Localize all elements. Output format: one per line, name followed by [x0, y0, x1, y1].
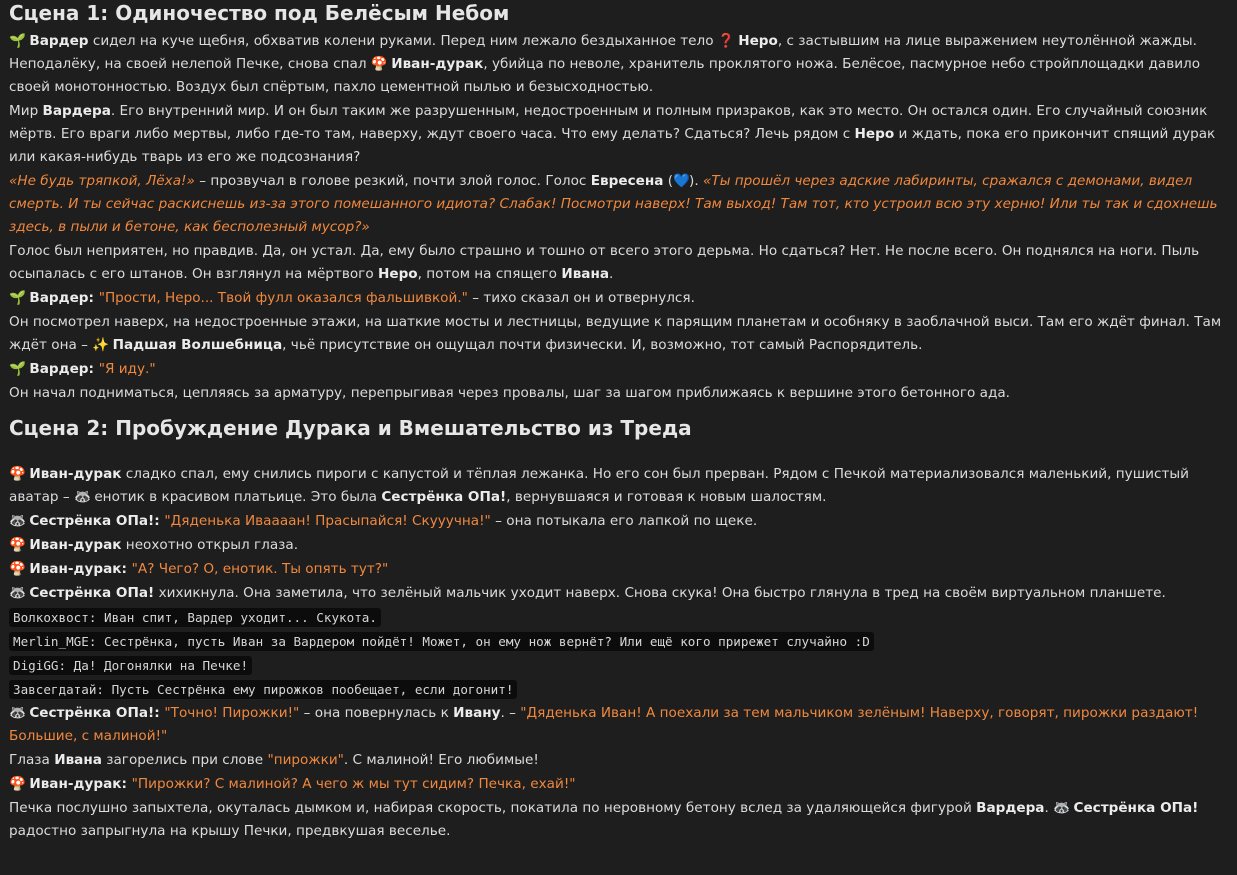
dialogue-quote: "пирожки"	[267, 752, 344, 768]
sparkles-icon: ✨	[92, 337, 110, 353]
paragraph: 🍄 Иван-дурак сладко спал, ему снились пироги с капустой и тёплая лежанка. Но его сон был прерван. Рядом с Печкой материализовался маленький, пушистый аватар – 🦝 енотик в красивом платьице. Это была Сестрёнка ОПа!, вернувшаяся и готовая к новым шалостям.	[9, 463, 1228, 509]
dialogue-line: 🌱 Вардер: "Прости, Неро... Твой фулл оказался фальшивкой." – тихо сказал он и отвернулся.	[9, 287, 1228, 310]
character-name: Иван-дурак	[391, 56, 484, 72]
speaker-name: Сестрёнка ОПа!	[29, 705, 155, 721]
character-name: Неро	[854, 126, 895, 142]
mushroom-icon: 🍄	[9, 466, 26, 482]
speaker-name: Иван-дурак	[29, 561, 122, 577]
dialogue-quote: "Дяденька Иваааан! Прасыпайся! Скууучна!"	[164, 513, 491, 529]
chat-message: Завсегдатай: Пусть Сестрёнка ему пирожков пообещает, если догонит!	[9, 680, 517, 699]
character-name: Ивану	[453, 705, 501, 721]
speaker-name: Вардер	[29, 290, 89, 306]
character-name: Евресена	[590, 173, 664, 189]
dialogue-quote: "Я иду."	[98, 361, 156, 377]
scene-2-title: Сцена 2: Пробуждение Дурака и Вмешательство из Треда	[9, 416, 692, 440]
raccoon-icon: 🦝	[74, 489, 91, 505]
mushroom-icon: 🍄	[9, 776, 26, 792]
sprout-icon: 🌱	[9, 361, 26, 377]
thread-chat	[9, 606, 1228, 702]
chat-message: DigiGG: Да! Догонялки на Печке!	[9, 656, 252, 675]
dialogue-quote: "А? Чего? О, енотик. Ты опять тут?"	[131, 561, 389, 577]
character-name: Сестрёнка ОПа!	[29, 585, 155, 601]
dialogue-line: 🦝 Сестрёнка ОПа!: "Дяденька Иваааан! Прасыпайся! Скууучна!" – она потыкала его лапкой по щеке.	[9, 510, 1228, 533]
character-name: Вардер	[29, 33, 89, 49]
dialogue-quote: "Прости, Неро... Твой фулл оказался фальшивкой."	[98, 290, 468, 306]
inner-voice-quote: «Не будь тряпкой, Лёха!»	[9, 173, 195, 189]
question-mark-icon: ❓	[717, 33, 735, 49]
mushroom-icon: 🍄	[370, 56, 388, 72]
paragraph: Голос был неприятен, но правдив. Да, он устал. Да, ему было страшно и тошно от всего этого дерьма. Но сдаться? Нет. Не после всего. Он поднялся на ноги. Пыль осыпалась с его штанов. Он взглянул на мёртвого Неро, потом на спящего Ивана.	[9, 243, 1200, 282]
inner-voice-quote: «Ты прошёл через адские лабиринты, сражался с демонами, видел смерть. И ты сейчас раскиснешь из-за этого помешанного идиота? Слабак! Посмотри наверх! Там выход! Там тот, кто устроил всю эту херню! Или ты так и сдохнешь здесь, в пыли и бетоне, как бесполезный мусор?»	[9, 173, 1218, 235]
paragraph: 🍄 Иван-дурак неохотно открыл глаза.	[9, 534, 1228, 557]
sprout-icon: 🌱	[9, 290, 26, 306]
character-name: Падшая Волшебница	[112, 337, 283, 353]
speaker-name: Вардер	[29, 361, 89, 377]
character-name: Сестрёнка ОПа!	[1073, 800, 1199, 816]
paragraph: Глаза Ивана загорелись при слове "пирожки". С малиной! Его любимые!	[9, 752, 539, 768]
raccoon-icon: 🦝	[9, 705, 26, 721]
speaker-name: Иван-дурак	[29, 776, 122, 792]
paragraph: «Не будь тряпкой, Лёха!» – прозвучал в голове резкий, почти злой голос. Голос Евресена (💙). «Ты прошёл через адские лабиринты, сражался с демонами, видел смерть. И ты сейчас раскиснешь из-за этого помешанного идиота? Слабак! Посмотри наверх! Там выход! Там тот, кто устроил всю эту херню! Или ты так и сдохнешь здесь, в пыли и бетоне, как бесполезный мусор?»	[9, 170, 1228, 239]
mushroom-icon: 🍄	[9, 561, 26, 577]
paragraph: Он начал подниматься, цепляясь за арматуру, перепрыгивая через провалы, шаг за шагом приближаясь к вершине этого бетонного ада.	[9, 385, 1010, 401]
paragraph: Мир Вардера. Его внутренний мир. И он был таким же разрушенным, недостроенным и полным призраков, как это место. Он остался один. Его случайный союзник мёртв. Его враги либо мертвы, либо где-то там, наверху, ждут своего часа. Что ему делать? Сдаться? Лечь рядом с Неро и ждать, пока его прикончит спящий дурак или какая-нибудь тварь из его же подсознания?	[9, 103, 1216, 165]
character-name: Ивана	[54, 752, 102, 768]
paragraph: 🦝 Сестрёнка ОПа! хихикнула. Она заметила, что зелёный мальчик уходит наверх. Снова скука! Она быстро глянула в тред на своём виртуальном планшете.	[9, 582, 1228, 605]
speaker-name: Сестрёнка ОПа!	[29, 513, 155, 529]
character-name: Неро	[377, 266, 418, 282]
dialogue-line: 🌱 Вардер: "Я иду."	[9, 358, 1228, 381]
scene-1-title: Сцена 1: Одиночество под Белёсым Небом	[9, 1, 510, 25]
character-name: Ивана	[561, 266, 610, 282]
blue-heart-icon: 💙	[673, 173, 690, 189]
mushroom-icon: 🍄	[9, 537, 26, 553]
dialogue-line: 🦝 Сестрёнка ОПа!: "Точно! Пирожки!" – она повернулась к Ивану. – "Дяденька Иван! А поехали за тем мальчиком зелёным! Наверху, говорят, пирожки раздают! Большие, с малиной!"	[9, 702, 1228, 748]
chat-message: Merlin_MGE: Сестрёнка, пусть Иван за Вардером пойдёт! Может, он ему нож вернёт? Или ещё кого прирежет случайно :D	[9, 632, 874, 651]
character-name: Иван-дурак	[29, 466, 122, 482]
raccoon-icon: 🦝	[9, 513, 26, 529]
raccoon-icon: 🦝	[1053, 800, 1071, 816]
sprout-icon: 🌱	[9, 33, 26, 49]
character-name: Иван-дурак	[29, 537, 122, 553]
dialogue-quote: "Пирожки? С малиной? А чего ж мы тут сидим? Печка, ехай!"	[131, 776, 576, 792]
dialogue-quote: "Точно! Пирожки!"	[164, 705, 300, 721]
character-name: Сестрёнка ОПа!	[381, 489, 507, 505]
paragraph: Печка послушно запыхтела, окуталась дымком и, набирая скорость, покатила по неровному бетону вслед за удаляющейся фигурой Вардера. 🦝 Сестрёнка ОПа! радостно запрыгнула на крышу Печки, предвкушая веселье.	[9, 797, 1228, 843]
character-name: Неро	[738, 33, 778, 49]
raccoon-icon: 🦝	[9, 585, 26, 601]
character-name: Вардера	[976, 800, 1045, 816]
paragraph: 🌱 Вардер сидел на куче щебня, обхватив колени руками. Перед ним лежало бездыханное тело ❓ Неро, с застывшим на лице выражением неутолённой жажды. Неподалёку, на своей нелепой Печке, снова спал 🍄 Иван-дурак, убийца по неволе, хранитель проклятого ножа. Белёсое, пасмурное небо стройплощадки давило своей монотонностью. Воздух был спёртым, пахло цементной пылью и безысходностью.	[9, 30, 1228, 99]
dialogue-quote: "Дяденька Иван! А поехали за тем мальчиком зелёным! Наверху, говорят, пирожки раздают! Большие, с малиной!"	[9, 705, 1199, 744]
character-name: Вардера	[42, 103, 111, 119]
dialogue-line: 🍄 Иван-дурак: "А? Чего? О, енотик. Ты опять тут?"	[9, 558, 1228, 581]
paragraph: Он посмотрел наверх, на недостроенные этажи, на шаткие мосты и лестницы, ведущие к парящим планетам и особняку в заоблачной выси. Там его ждёт финал. Там ждёт она – ✨ Падшая Волшебница, чьё присутствие он ощущал почти физически. И, возможно, тот самый Распорядитель.	[9, 311, 1228, 357]
chat-message: Волкохвост: Иван спит, Вардер уходит... Скукота.	[9, 608, 381, 627]
dialogue-line: 🍄 Иван-дурак: "Пирожки? С малиной? А чего ж мы тут сидим? Печка, ехай!"	[9, 773, 1228, 796]
